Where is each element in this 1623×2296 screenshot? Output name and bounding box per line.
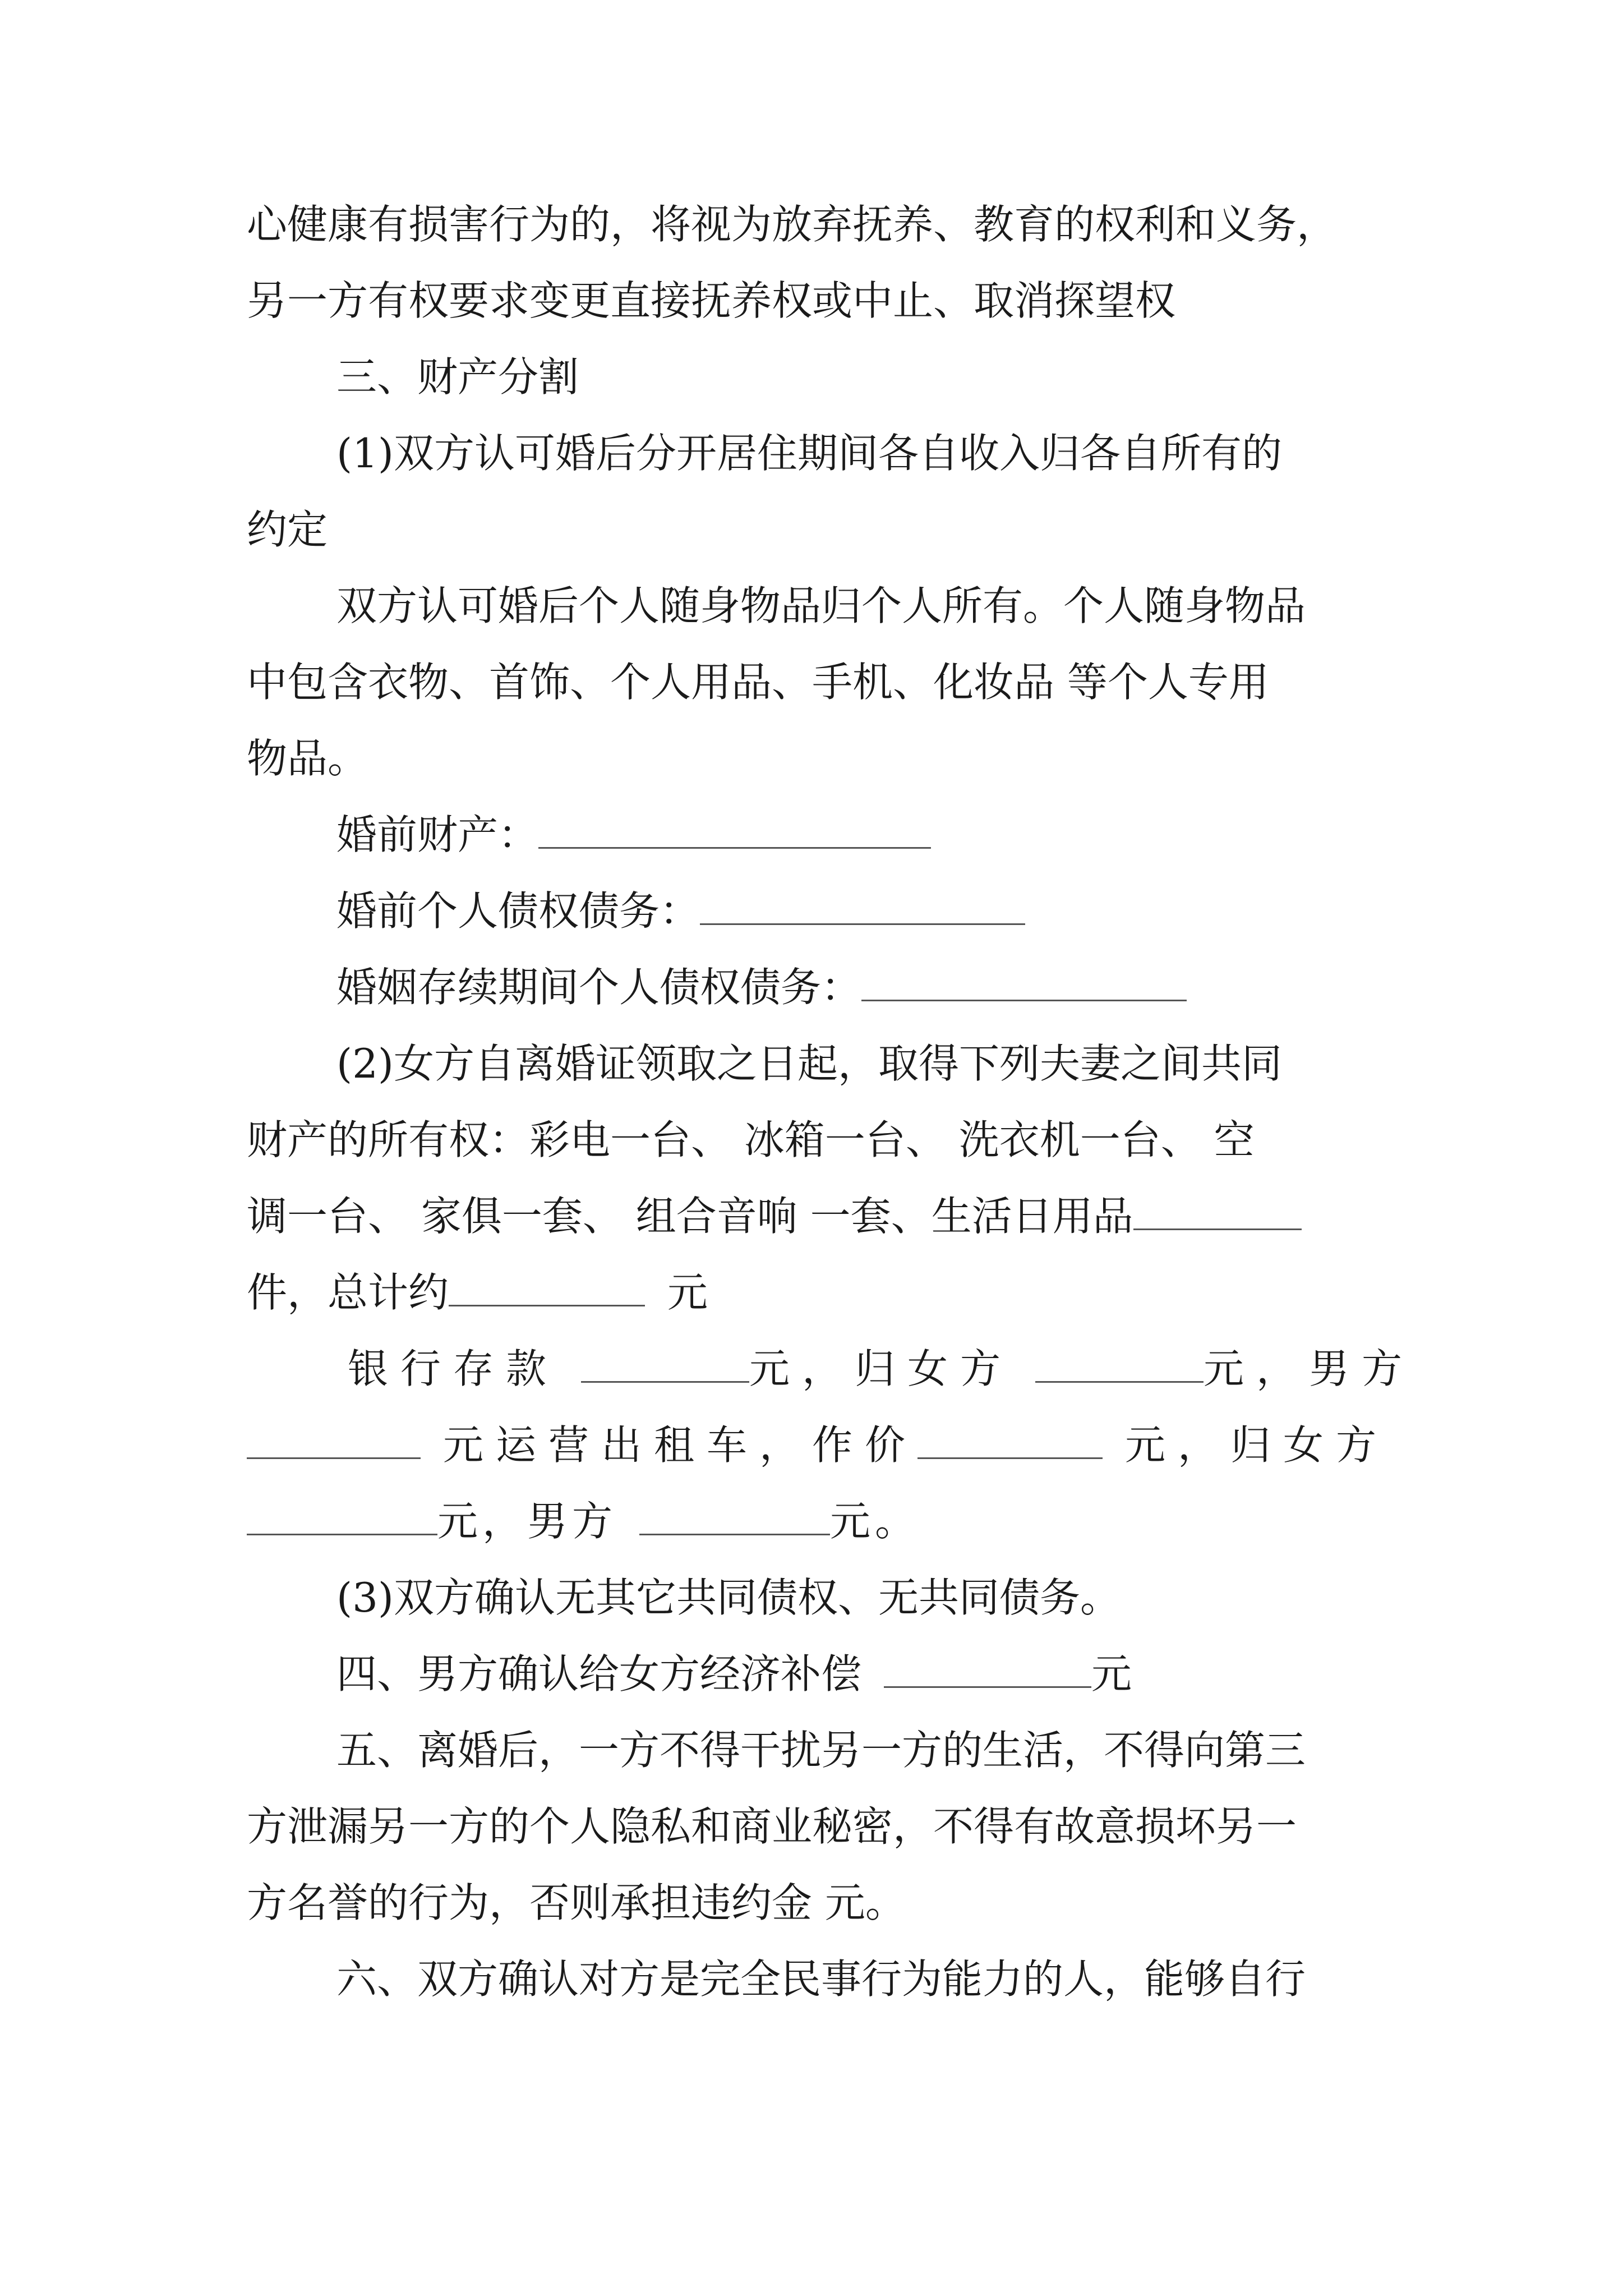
field-label: 婚前个人债权债务： bbox=[336, 887, 700, 935]
taxi-line bbox=[247, 1411, 1391, 1479]
fill-in-blank bbox=[884, 1641, 1091, 1688]
paragraph-line: 另一方有权要求变更直接抚养权或中止、取消探望权 bbox=[247, 277, 1176, 324]
unit-text: 元 bbox=[667, 1269, 708, 1316]
line-text: 元，归女方 bbox=[1125, 1421, 1389, 1469]
paragraph-line: 物品。 bbox=[247, 735, 368, 782]
premarital-debt-line bbox=[336, 877, 1391, 945]
paragraph-line: 中包含衣物、首饰、个人用品、手机、化妆品 等个人专用 bbox=[247, 659, 1269, 706]
marital-debt-line bbox=[336, 954, 1391, 1021]
paragraph-line bbox=[247, 1182, 1391, 1250]
field-label: 婚前财产： bbox=[336, 811, 539, 858]
fill-in-blank bbox=[639, 1489, 830, 1535]
paragraph-line: 五、离婚后，一方不得干扰另一方的生活，不得向第三 bbox=[336, 1727, 1306, 1774]
compensation-line bbox=[336, 1640, 1391, 1708]
fill-in-blank bbox=[700, 878, 1025, 925]
line-text: 元，男方 bbox=[1204, 1345, 1415, 1392]
paragraph-line: 财产的所有权：彩电一台、 冰箱一台、 洗衣机一台、 空 bbox=[247, 1116, 1255, 1163]
paragraph-line: 方名誉的行为，否则承担违约金 元。 bbox=[247, 1879, 906, 1926]
fill-in-blank bbox=[581, 1336, 749, 1383]
paragraph-line: (1)双方认可婚后分开居住期间各自收入归各自所有的 bbox=[336, 430, 1282, 477]
fill-in-blank bbox=[1133, 1184, 1302, 1230]
line-text: 调一台、 家俱一套、 组合音响 一套、生活日用品 bbox=[247, 1193, 1133, 1240]
fill-in-blank bbox=[1035, 1336, 1204, 1383]
line-text: 元。 bbox=[830, 1498, 920, 1545]
bank-deposit-line bbox=[348, 1335, 1415, 1402]
paragraph-line: 六、双方确认对方是完全民事行为能力的人，能够自行 bbox=[336, 1955, 1306, 2003]
paragraph-line bbox=[247, 1259, 1391, 1326]
line-text: 元，男方 bbox=[437, 1498, 617, 1545]
paragraph-line: (3)双方确认无其它共同债权、无共同债务。 bbox=[336, 1574, 1121, 1621]
fill-in-blank bbox=[861, 955, 1187, 1001]
paragraph-line: 双方认可婚后个人随身物品归个人所有。个人随身物品 bbox=[336, 582, 1306, 629]
paragraph-line: (2)女方自离婚证领取之日起，取得下列夫妻之间共同 bbox=[336, 1040, 1282, 1087]
fill-in-blank bbox=[247, 1489, 437, 1535]
unit-text: 元 bbox=[1091, 1650, 1132, 1697]
section-heading: 三、财产分割 bbox=[336, 353, 579, 401]
field-label: 婚姻存续期间个人债权债务： bbox=[336, 964, 862, 1011]
fill-in-blank bbox=[538, 802, 931, 849]
premarital-property-line bbox=[336, 801, 1391, 868]
fill-in-blank bbox=[917, 1412, 1103, 1459]
paragraph-line: 约定 bbox=[247, 506, 328, 553]
paragraph-line bbox=[247, 1488, 1391, 1555]
line-text: 元运营出租车，作价 bbox=[443, 1421, 918, 1469]
paragraph-line: 方泄漏另一方的个人隐私和商业秘密，不得有故意损坏另一 bbox=[247, 1803, 1297, 1850]
line-text: 四、男方确认给女方经济补偿 bbox=[336, 1650, 862, 1697]
line-text: 元，归女方 bbox=[749, 1345, 1013, 1392]
fill-in-blank bbox=[247, 1412, 421, 1459]
line-text: 银行存款 bbox=[348, 1345, 559, 1392]
line-text: 件，总计约 bbox=[247, 1269, 449, 1316]
paragraph-line: 心健康有损害行为的，将视为放弃抚养、教育的权利和义务， bbox=[247, 201, 1338, 248]
fill-in-blank bbox=[449, 1260, 645, 1306]
